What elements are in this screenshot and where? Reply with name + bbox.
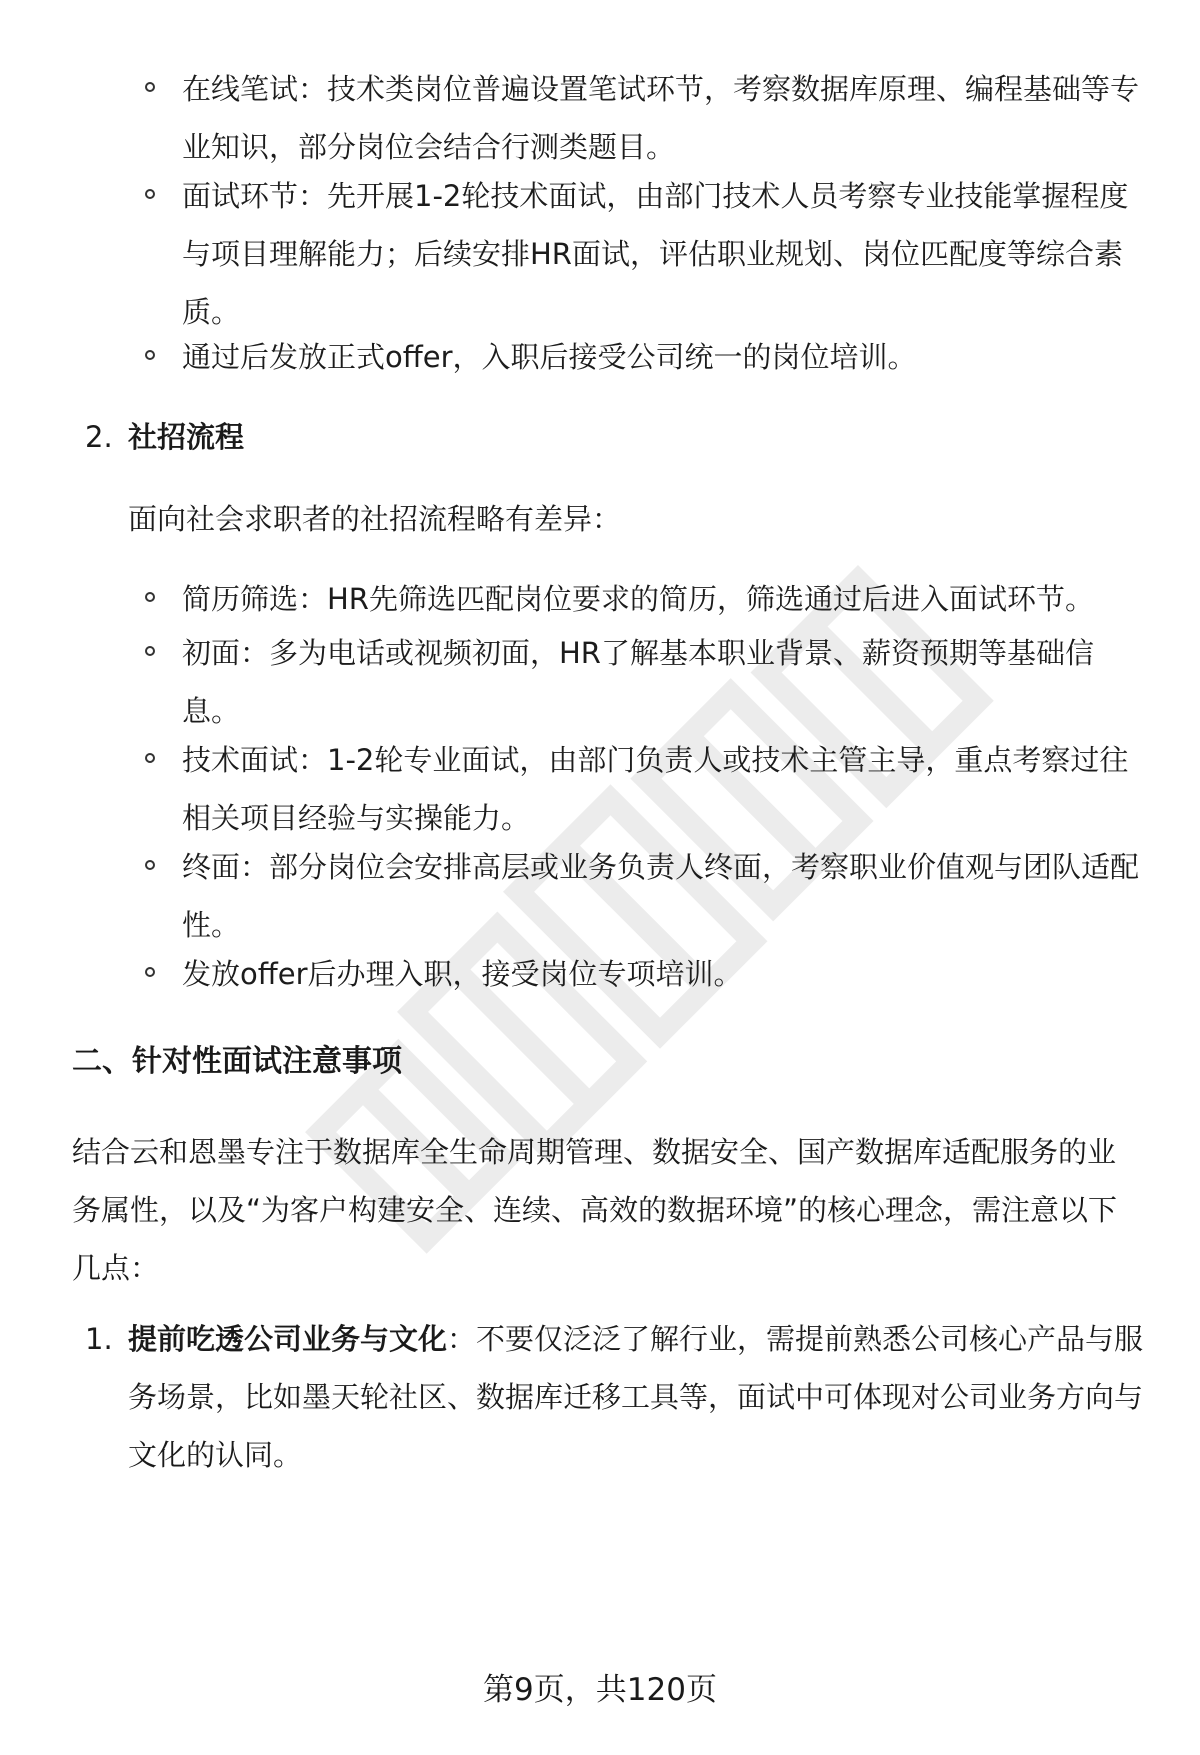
list-item	[150, 167, 1140, 341]
item-title: 提前吃透公司业务与文化	[128, 1322, 448, 1356]
numbered-item	[85, 1310, 1145, 1484]
numbered-heading	[85, 408, 1145, 466]
list-item	[150, 328, 1140, 386]
list-item-text: 初面：多为电话或视频初面，HR了解基本职业背景、薪资预期等基础信息。	[182, 636, 1094, 728]
list-item	[150, 838, 1140, 954]
hollow-bullet-icon	[145, 646, 155, 656]
list-item-text: 通过后发放正式offer，入职后接受公司统一的岗位培训。	[182, 340, 917, 374]
list-item	[150, 60, 1140, 176]
list-item	[150, 570, 1140, 628]
hollow-bullet-icon	[145, 592, 155, 602]
list-number: 1.	[85, 1322, 113, 1356]
subsection-title: 社招流程	[128, 420, 245, 454]
item-text: ：不要仅泛泛了解行业，需提前熟悉公司核心产品与服务场景，比如墨天轮社区、数据库迁移工具等，面试中可体现对公司业务方向与文化的认同。	[128, 1322, 1144, 1472]
list-item-text: 技术面试：1-2轮专业面试，由部门负责人或技术主管主导，重点考察过往相关项目经验与实操能力。	[182, 743, 1129, 835]
list-item	[150, 945, 1140, 1003]
list-item	[150, 731, 1140, 847]
hollow-bullet-icon	[145, 967, 155, 977]
hollow-bullet-icon	[145, 82, 155, 92]
hollow-bullet-icon	[145, 189, 155, 199]
list-item	[150, 624, 1140, 740]
list-item-text: 发放offer后办理入职，接受岗位专项培训。	[182, 957, 743, 991]
hollow-bullet-icon	[145, 860, 155, 870]
list-item-text: 在线笔试：技术类岗位普遍设置笔试环节，考察数据库原理、编程基础等专业知识，部分岗位会结合行测类题目。	[182, 72, 1140, 164]
hollow-bullet-icon	[145, 350, 155, 360]
list-number: 2.	[85, 420, 113, 454]
list-item-text: 简历筛选：HR先筛选匹配岗位要求的简历，筛选通过后进入面试环节。	[182, 582, 1094, 616]
paragraph: 结合云和恩墨专注于数据库全生命周期管理、数据安全、国产数据库适配服务的业务属性，以及“为客户构建安全、连续、高效的数据环境”的核心理念，需注意以下几点：	[72, 1135, 1118, 1285]
page-number: 第9页，共120页	[483, 1672, 717, 1708]
list-item-text: 面试环节：先开展1-2轮技术面试，由部门技术人员考察专业技能掌握程度与项目理解能力；后续安排HR面试，评估职业规划、岗位匹配度等综合素质。	[182, 179, 1129, 329]
hollow-bullet-icon	[145, 753, 155, 763]
paragraph: 面向社会求职者的社招流程略有差异：	[128, 502, 622, 536]
section-heading: 二、针对性面试注意事项	[72, 1044, 402, 1079]
list-item-text: 终面：部分岗位会安排高层或业务负责人终面，考察职业价值观与团队适配性。	[182, 850, 1140, 942]
